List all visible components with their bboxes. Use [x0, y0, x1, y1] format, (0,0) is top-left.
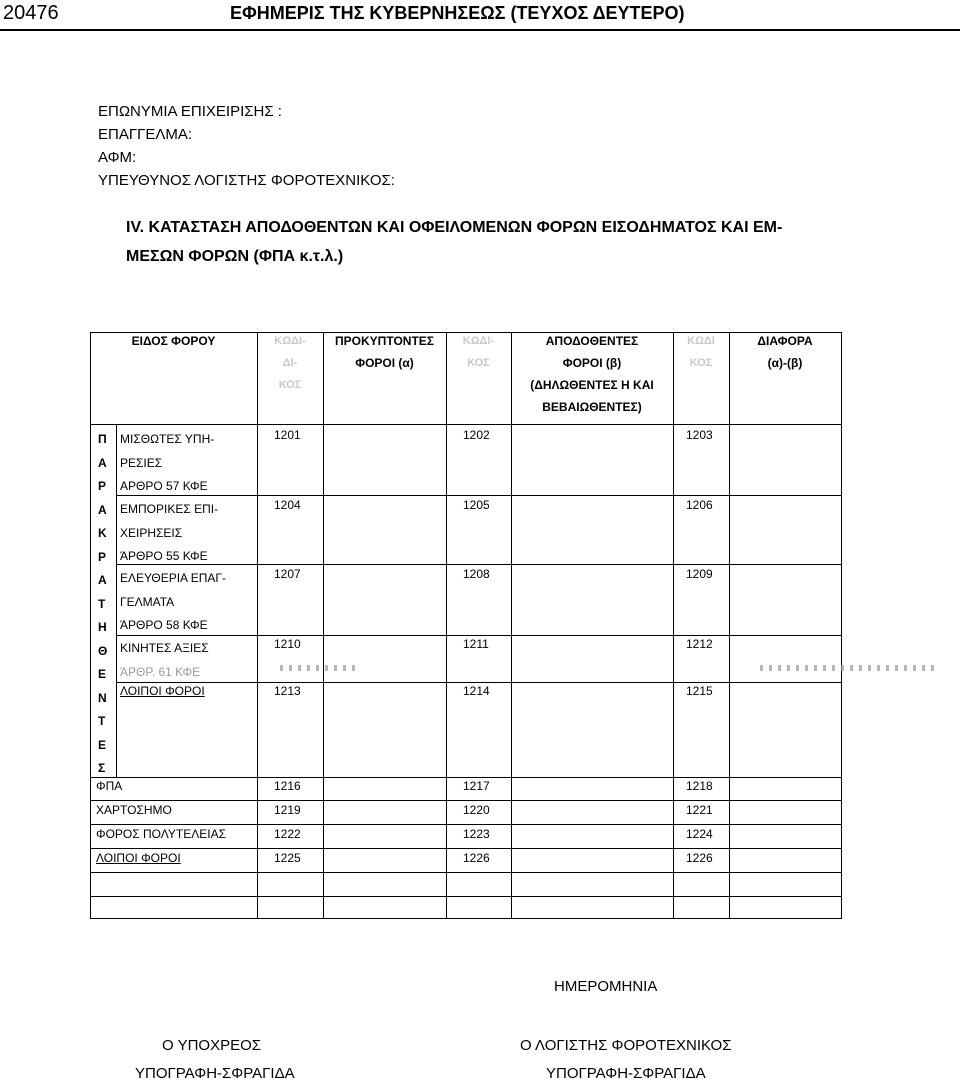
tax-table — [90, 332, 842, 919]
header-resulting-taxes — [323, 334, 446, 370]
header-code-3-line-2: ΚΟΣ — [689, 357, 713, 369]
row-label-line: ΓΕΛΜΑΤΑ — [120, 594, 175, 609]
vertical-letter: Ν — [98, 690, 107, 705]
code-cell: 1221 — [686, 803, 713, 817]
code-cell: 1212 — [686, 637, 713, 651]
header-paid-line-3: (ΔΗΛΩΘΕΝΤΕΣ Η ΚΑΙ — [530, 378, 654, 392]
header-code-2-line-1: ΚΩΔΙ- — [462, 335, 495, 347]
vertical-letter: Θ — [98, 643, 108, 658]
date-label: ΗΜΕΡΟΜΗΝΙΑ — [554, 978, 658, 995]
code-cell: 1206 — [686, 498, 713, 512]
code-cell: 1214 — [463, 684, 490, 698]
table-row-label: ΛΟΙΠΟΙ ΦΟΡΟΙ — [120, 684, 205, 698]
table-rule — [446, 332, 447, 919]
code-cell: 1205 — [463, 498, 490, 512]
header-paid-line-2: ΦΟΡΟΙ (β) — [562, 356, 622, 370]
row-label-line: ΆΡΘΡΟ 55 ΚΦΕ — [120, 549, 208, 563]
header-code-3-line-1: ΚΩΔΙ — [687, 335, 715, 347]
vertical-letter: Ε — [98, 737, 107, 752]
row-label-line: ΚΙΝΗΤΕΣ ΑΞΙΕΣ — [120, 641, 209, 655]
vertical-letter: Σ — [98, 761, 106, 775]
vertical-letter: Α — [98, 455, 107, 470]
table-rule — [673, 332, 674, 919]
header-code-2-line-2: ΚΟΣ — [467, 357, 490, 369]
header-resulting-line-2: ΦΟΡΟΙ (α) — [355, 356, 414, 370]
code-cell: 1226 — [463, 851, 490, 865]
vertical-letter: Ρ — [98, 549, 107, 564]
table-rule — [323, 332, 324, 919]
code-cell: 1207 — [274, 567, 301, 581]
table-rule — [116, 564, 842, 565]
vertical-letter: Π — [98, 432, 107, 446]
accountant-title: Ο ΛΟΓΙΣΤΗΣ ΦΟΡΟΤΕΧΝΙΚΟΣ — [520, 1037, 732, 1054]
code-cell: 1218 — [686, 779, 713, 793]
code-cell: 1208 — [463, 567, 490, 581]
header-code-1 — [257, 334, 323, 392]
tax-id-label: ΑΦΜ: — [98, 149, 137, 166]
header-code-1-line-1: ΚΩΔΙ- — [274, 335, 306, 347]
table-row-label: ΛΟΙΠΟΙ ΦΟΡΟΙ — [96, 851, 181, 865]
code-cell: 1223 — [463, 827, 490, 841]
code-cell: 1215 — [686, 684, 713, 698]
table-row-label: ΧΑΡΤΟΣΗΜΟ — [96, 803, 172, 817]
code-cell: 1201 — [274, 428, 301, 442]
section-title-line-2: ΜΕΣΩΝ ΦΟΡΩΝ (ΦΠΑ κ.τ.λ.) — [126, 248, 344, 265]
table-rule — [511, 332, 512, 919]
header-paid-line-4: ΒΕΒΑΙΩΘΕΝΤΕΣ) — [542, 400, 642, 414]
accountant-label: ΥΠΕΥΘΥΝΟΣ ΛΟΓΙΣΤΗΣ ΦΟΡΟΤΕΧΝΙΚΟΣ: — [98, 172, 395, 189]
row-label-line: ΆΡΘΡ. 61 ΚΦΕ — [120, 664, 201, 679]
section-title — [126, 213, 856, 271]
journal-title: ΕΦΗΜΕΡΙΣ ΤΗΣ ΚΥΒΕΡΝΗΣΕΩΣ (ΤΕΥΧΟΣ ΔΕΥΤΕΡΟ) — [230, 3, 685, 23]
code-cell: 1213 — [274, 684, 301, 698]
profession-label: ΕΠΑΓΓΕΛΜΑ: — [98, 126, 193, 143]
row-label-line: ΕΛΕΥΘΕΡΙΑ ΕΠΑΓ- — [120, 571, 226, 585]
table-rule — [257, 332, 258, 919]
accountant-signature: ΥΠΟΓΡΑΦΗ-ΣΦΡΑΓΙΔΑ — [546, 1065, 706, 1082]
header-resulting-line-1: ΠΡΟΚΥΠΤΟΝΤΕΣ — [335, 334, 434, 348]
vertical-letter: Α — [98, 502, 107, 517]
code-cell: 1219 — [274, 803, 301, 817]
code-cell: 1211 — [463, 637, 489, 651]
header-paid-line-1: ΑΠΟΔΟΘΕΝΤΕΣ — [545, 334, 639, 348]
table-row-label — [120, 428, 214, 499]
table-rule — [116, 424, 117, 777]
row-label-line: ΑΡΘΡΟ 57 ΚΦΕ — [120, 479, 208, 493]
vertical-letter: Α — [98, 573, 107, 587]
row-label-line: ΜΙΣΘΩΤΕΣ ΥΠΗ- — [120, 432, 215, 446]
obligor-title: Ο ΥΠΟΧΡΕΟΣ — [162, 1037, 262, 1054]
table-row-label — [120, 498, 218, 569]
code-cell: 1209 — [686, 567, 713, 581]
header-difference-line-1: ΔΙΑΦΟΡΑ — [757, 334, 813, 348]
row-label-line: ΕΜΠΟΡΙΚΕΣ ΕΠΙ- — [120, 502, 219, 516]
code-cell: 1217 — [463, 779, 490, 793]
row-label-line: ΡΕΣΙΕΣ — [120, 455, 163, 470]
code-cell: 1210 — [274, 637, 301, 651]
vertical-letter: Κ — [98, 526, 107, 540]
header-code-2 — [446, 334, 511, 370]
table-row-label — [120, 567, 226, 638]
code-cell: 1225 — [274, 851, 301, 865]
header-code-3 — [673, 334, 729, 370]
vertical-letter: Τ — [98, 596, 106, 611]
row-label-line: ΆΡΘΡΟ 58 ΚΦΕ — [120, 618, 208, 632]
table-row-label: ΦΟΡΟΣ ΠΟΛΥΤΕΛΕΙΑΣ — [96, 827, 227, 841]
table-rule — [116, 682, 842, 683]
code-cell: 1204 — [274, 498, 301, 512]
header-tax-type: ΕΙΔΟΣ ΦΟΡΟΥ — [131, 334, 216, 348]
page-header — [0, 0, 960, 30]
code-cell: 1222 — [274, 827, 301, 841]
code-cell: 1202 — [463, 428, 490, 442]
scan-noise — [280, 665, 360, 671]
header-difference-line-2: (α)-(β) — [767, 356, 803, 370]
obligor-signature: ΥΠΟΓΡΑΦΗ-ΣΦΡΑΓΙΔΑ — [135, 1065, 295, 1082]
code-cell: 1203 — [686, 428, 713, 442]
table-rule — [729, 332, 730, 919]
code-cell: 1226 — [686, 851, 713, 865]
code-cell: 1220 — [463, 803, 490, 817]
vertical-label — [98, 428, 107, 781]
header-difference — [729, 334, 841, 370]
table-rule — [90, 332, 91, 919]
vertical-letter: Η — [98, 620, 107, 634]
scan-noise — [760, 665, 940, 671]
page-number: 20476 — [3, 2, 59, 24]
vertical-letter: Ε — [98, 667, 107, 681]
table-rule — [116, 495, 842, 496]
row-label-line: ΧΕΙΡΗΣΕΙΣ — [120, 525, 183, 540]
table-row-label: ΦΠΑ — [96, 779, 123, 793]
code-cell: 1224 — [686, 827, 713, 841]
header-paid-taxes — [511, 334, 673, 414]
header-code-1-line-2: ΔΙ- — [282, 357, 298, 369]
table-row-label — [120, 637, 209, 684]
section-title-line-1: IV. ΚΑΤΑΣΤΑΣΗ ΑΠΟΔΟΘΕΝΤΩΝ ΚΑΙ ΟΦΕΙΛΟΜΕΝΩΝ ΦΟΡΩΝ ΕΙΣΟΔΗΜΑΤΟΣ ΚΑΙ ΕΜ- — [126, 219, 783, 236]
header-rule — [0, 29, 960, 31]
code-cell: 1216 — [274, 779, 301, 793]
company-info — [98, 100, 395, 192]
vertical-letter: Τ — [98, 714, 106, 728]
header-code-1-line-3: ΚΟΣ — [278, 379, 302, 391]
company-name-label: ΕΠΩΝΥΜΙΑ ΕΠΙΧΕΙΡΙΣΗΣ : — [98, 103, 282, 120]
table-rule — [841, 332, 842, 919]
vertical-letter: Ρ — [98, 479, 107, 493]
